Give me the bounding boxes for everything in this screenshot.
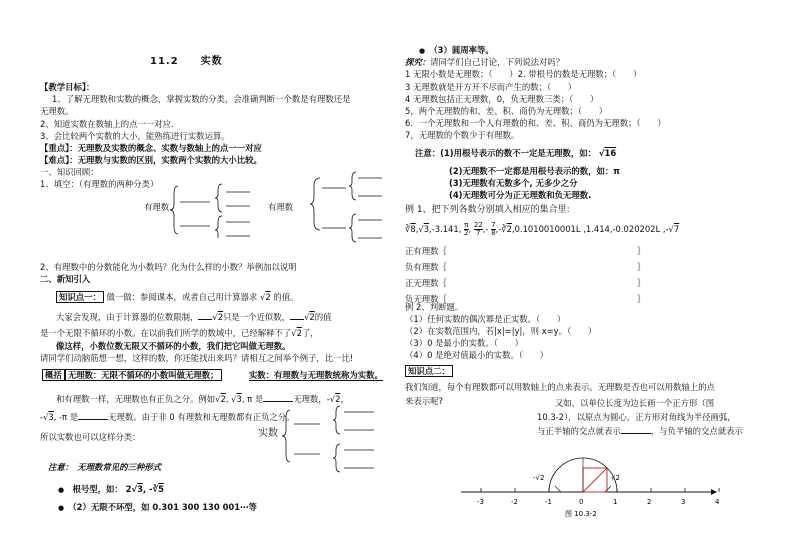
knowledge-point-1 [56, 292, 298, 303]
paragraph-1: 大家会发现，由于计算器的位数限制， √2只是一个近似数， √2的值 [56, 312, 332, 322]
explore: 探究：请同学们自己讨论，下列说法对吗？ [405, 57, 565, 67]
statement-3: 3 无理数就是开方开不尽而产生的数；（ ） [405, 82, 577, 92]
paragraph-4: 请同学们动脑筋想一想，这样的数，你还能找出来吗？请相互之间举个例子，比一比! [40, 353, 354, 363]
paragraph-6: -√3, -π 是 无理数。由于非 0 有理数和无理数都有正负之分。 [40, 412, 295, 422]
goals-header: 【教学目标】： [40, 82, 95, 92]
goal-2: 2、知道实数在数轴上的点一一对应. [40, 119, 174, 129]
classification-bracket-2 [290, 170, 390, 260]
kp1-tail: 的值。 [273, 292, 299, 302]
form-3: ● （3）圆周率等。 [419, 45, 494, 55]
note-3: (3)无理数有无数多个, 无多少之分 [449, 178, 578, 188]
judge-1: （1）任何实数的偶次幂是正实数。（ ） [405, 314, 566, 324]
rational-label-2: 有理数 [268, 202, 294, 212]
kp2-text-1: 我们知道，每个有理数都可以用数轴上的点来表示。无理数是否也可以用数轴上的点 [405, 382, 715, 392]
set-negative-irrational: 负无理数｛ ｝ [405, 294, 646, 304]
axis-tick-label: 4 [715, 498, 720, 506]
fill-prompt: 1、填空：（有理数的两种分类） [40, 179, 159, 189]
figure-text-1: 又如，以单位长度为边长画一个正方形（图 [555, 398, 715, 408]
axis-tick-label: -2 [511, 498, 518, 506]
figure-caption: 图 10.3-2 [565, 510, 597, 518]
judge-2: （2）在实数范围内，若|x|=|y|，则 x=y。（ ） [405, 326, 597, 336]
figure-text-3: 与正半轴的交点就表示 ，与负半轴的交点就表示 [537, 426, 743, 436]
difficulty: 【难点】：无理数与实数的区别，实数两个实数的大小比较。 [40, 155, 262, 165]
new-section: 二、新知引入 [40, 274, 91, 284]
form-1: ● 根号型，如： 2√3, -∛5 [58, 484, 164, 494]
statement-1: 1 无限小数是无理数；（ ）2. 带根号的数是无理数；（ ） [405, 69, 642, 79]
set-positive-irrational: 正无理数｛ ｝ [405, 278, 646, 288]
rational-label-1: 有理数 [144, 202, 170, 212]
paragraph-7: 所以实数也可以这样分类： [40, 432, 141, 442]
axis-tick-label: -1 [545, 498, 552, 506]
goal-3: 3、会比较两个实数的大小，能熟练进行实数运算。 [40, 131, 230, 141]
page-title: 11.2 实数 [150, 56, 223, 67]
pos-sqrt2-label: √2 [611, 474, 620, 482]
paragraph-5: 和有理数一样，无理数也有正负之分。例如√2, √3, π 是 无理数，-√2， [56, 394, 349, 404]
paragraph-3: 像这样，小数位数无限又不循环的小数，我们把它叫做无理数。 [56, 341, 291, 351]
note-2: (2)无理数不一定都是用根号表示的数，如：π [449, 166, 620, 176]
example-1-numbers: ∛8,√3,-3.141, $\frac{\pi}{2}$ , $\frac{22}{7}$ ,- $\frac{7}{8}$ ,-∛2,0.1010010001L ,1.414,-0.020202L ,-√7 [405, 221, 680, 237]
concept-label: 概括 [42, 369, 65, 381]
axis-tick-label: 1 [613, 498, 618, 506]
real-classification-bracket [280, 404, 390, 484]
judge-3: （3）0 是最小的实数。（ ） [405, 338, 523, 348]
statement-7: 7，无理数的个数少于有理数。 [405, 130, 520, 140]
number-line-figure [461, 436, 761, 526]
classification-bracket-1 [168, 180, 268, 240]
form-2: ● （2）无限不环型，如 0.301 300 130 001⋯等 [58, 502, 257, 512]
review-heading: 一、知识回顾： [40, 167, 99, 177]
axis-tick-label: -3 [477, 498, 484, 506]
statement-5: 5，两个无理数的和、差、积、商仍为无理数；（ ） [405, 106, 608, 116]
axis-tick-label: 2 [647, 498, 652, 506]
kp2-text-2: 来表示呢? [405, 396, 443, 406]
example-1: 例 1、把下列各数分别填入相应的集合里: [405, 205, 570, 215]
axis-tick-label: 0 [579, 498, 584, 506]
concept-box [42, 370, 383, 381]
note-title: 注意： 无理数常见的三种形式 [48, 462, 162, 472]
judge-4: （4）0 是绝对值最小的实数。（ ） [405, 350, 549, 360]
goal-1: 1、了解无理数和实数的概念，掌握实数的分类，会准确判断一个数是有理数还是 [52, 94, 351, 104]
note-1: 注意：(1)用根号表示的数不一定是无理数，如： √16 [415, 148, 617, 158]
example-2: 例 2、判断题。 [405, 302, 464, 312]
concept-irrational: 无理数：无限不循环的小数叫做无理数； [65, 369, 222, 381]
statement-6: 6．一个无理数和一个人有理数的和、差、积、商仍为无理数；（ ） [405, 118, 666, 128]
kp1-label: 知识点一： [56, 291, 104, 303]
neg-sqrt2-label: -√2 [533, 474, 545, 482]
key-points: 【重点】：无理数及实数的概念、实数与数轴上的点一一对应 [40, 143, 262, 153]
real-label: 实数 [258, 428, 278, 439]
goal-1b: 无理数。 [40, 106, 74, 116]
note-4: (4)无理数可分为正无理数和负无理数. [449, 190, 592, 200]
concept-real: 实数：有理数与无理数统称为实数。 [248, 370, 383, 380]
figure-text-2: 10.3-2），以原点为圆心，正方形对角线为半径画弧， [537, 412, 736, 422]
set-negative-rational: 负有理数｛ ｝ [405, 262, 646, 272]
axis-tick-label: 3 [681, 498, 686, 506]
sqrt-symbol: √2 [259, 292, 271, 302]
set-positive-rational: 正有理数｛ ｝ [405, 246, 646, 256]
paragraph-2: 是一个无限不循环的小数。在以前我们所学的数域中，已经解释不了√2了， [40, 328, 319, 338]
statement-4: 4 无理数包括正无理数，0，负无理数三类；（ ） [405, 94, 599, 104]
knowledge-point-2-label: 知识点二： [405, 366, 453, 377]
question-2: 2、有理数中的分数能化为小数吗？化为什么样的小数？举例加以说明 [40, 262, 297, 272]
kp1-text: 做一做：参阅课本，或者自己用计算器求 [106, 292, 258, 302]
